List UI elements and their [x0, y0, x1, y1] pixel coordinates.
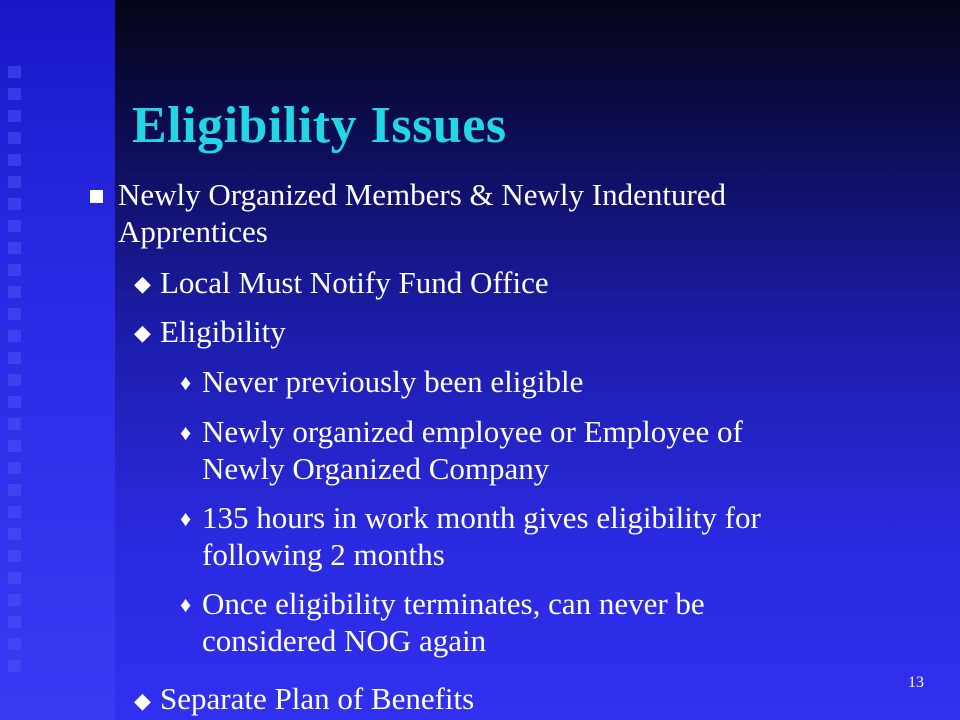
- bullet-text-line: Once eligibility terminates, can never be: [202, 586, 705, 621]
- list-item: [202, 363, 583, 400]
- bullet-text-line: Eligibility: [160, 314, 286, 349]
- bullet-text-line: Apprentices: [118, 214, 268, 249]
- square-bullet-icon: [90, 190, 103, 203]
- bullet-text-line: Never previously been eligible: [202, 364, 584, 399]
- diamond-bullet-icon: ♦: [180, 370, 192, 395]
- bullet-text-line: Local Must Notify Fund Office: [160, 265, 549, 300]
- bullet-text-line: 135 hours in work month gives eligibility for: [202, 500, 761, 535]
- bullet-text-line: following 2 months: [202, 537, 445, 572]
- bullet-text-line: Newly Organized Company: [202, 451, 550, 486]
- bullet-text-line: Newly Organized Members & Newly Indentured: [118, 177, 727, 212]
- list-item: [202, 413, 743, 487]
- bullet-text-line: considered NOG again: [202, 623, 487, 658]
- list-item: [202, 585, 705, 659]
- list-item: [202, 499, 761, 573]
- bullet-text-line: Separate Plan of Benefits: [160, 681, 475, 716]
- list-item: [160, 313, 286, 350]
- list-item: [118, 176, 726, 250]
- bullet-text-line: Newly organized employee or Employee of: [202, 414, 743, 449]
- diamond-bullet-icon: ♦: [180, 506, 192, 531]
- diamond-bullet-icon: ♦: [180, 420, 192, 445]
- page-number: 13: [908, 674, 924, 691]
- diamond-bullet-icon: ◆: [134, 320, 151, 345]
- list-item: [160, 680, 474, 717]
- diamond-bullet-icon: ◆: [134, 271, 151, 296]
- diamond-bullet-icon: ♦: [180, 592, 192, 617]
- diamond-bullet-icon: ◆: [134, 688, 151, 713]
- list-item: [160, 264, 549, 301]
- slide-title: Eligibility Issues: [132, 97, 507, 154]
